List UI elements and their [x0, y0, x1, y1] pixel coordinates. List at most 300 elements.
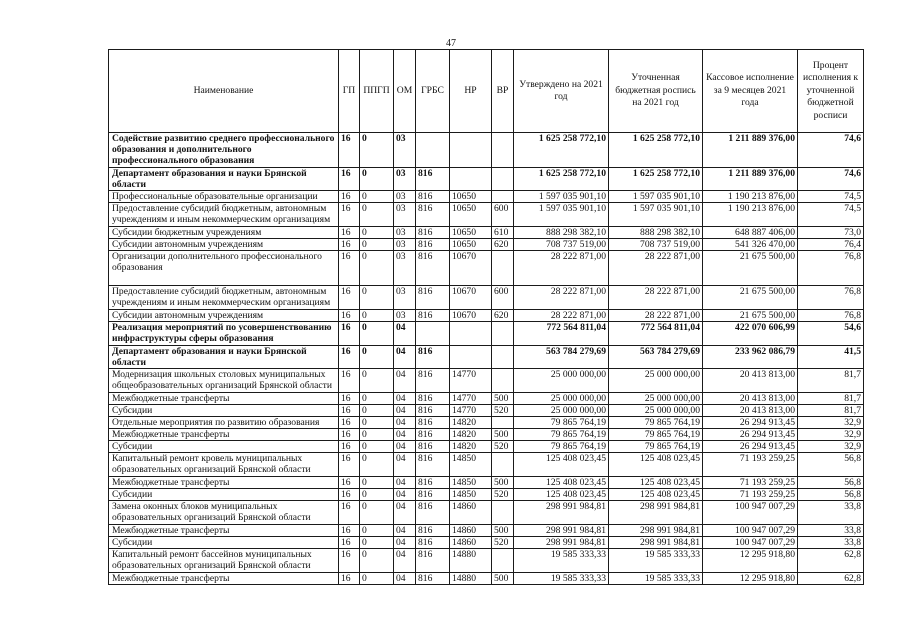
cell-refined: 19 585 333,33 [609, 549, 703, 573]
cell-cash: 12 295 918,80 [703, 549, 798, 573]
cell-om: 03 [394, 239, 416, 251]
cell-grbs: 816 [416, 573, 450, 585]
cell-refined: 298 991 984,81 [609, 525, 703, 537]
cell-name: Модернизация школьных столовых муниципальных общеобразовательных организаций Брянской области [109, 369, 339, 393]
cell-np [450, 133, 492, 168]
cell-grbs [416, 133, 450, 168]
cell-name: Капитальный ремонт бассейнов муниципальных образовательных организаций Брянской области [109, 549, 339, 573]
cell-gp: 16 [339, 573, 360, 585]
cell-approved: 1 625 258 772,10 [514, 133, 609, 168]
table-row [109, 393, 864, 405]
cell-refined: 1 597 035 901,10 [609, 191, 703, 203]
cell-refined: 1 597 035 901,10 [609, 203, 703, 227]
cell-gp: 16 [339, 501, 360, 525]
cell-vr [492, 549, 514, 573]
cell-vr: 620 [492, 239, 514, 251]
cell-om: 04 [394, 453, 416, 477]
cell-cash: 21 675 500,00 [703, 310, 798, 322]
cell-percent: 56,8 [798, 453, 864, 477]
cell-gp: 16 [339, 203, 360, 227]
cell-name: Департамент образования и науки Брянской области [109, 168, 339, 191]
table-row [109, 286, 864, 310]
cell-ppgp: 0 [360, 489, 394, 501]
cell-np: 14770 [450, 393, 492, 405]
cell-approved: 25 000 000,00 [514, 393, 609, 405]
header-cash: Кассовое исполнение за 9 месяцев 2021 года [703, 50, 798, 133]
cell-name: Капитальный ремонт кровель муниципальных образовательных организаций Брянской области [109, 453, 339, 477]
cell-vr: 520 [492, 489, 514, 501]
cell-cash: 20 413 813,00 [703, 393, 798, 405]
table-row [109, 203, 864, 227]
cell-vr [492, 501, 514, 525]
cell-ppgp: 0 [360, 203, 394, 227]
cell-om: 04 [394, 441, 416, 453]
cell-name: Реализация мероприятий по усовершенствованию инфраструктуры сферы образования [109, 322, 339, 346]
cell-ppgp: 0 [360, 477, 394, 489]
cell-vr [492, 168, 514, 191]
table-row [109, 453, 864, 477]
cell-grbs [416, 322, 450, 346]
cell-percent: 33,8 [798, 501, 864, 525]
cell-cash: 20 413 813,00 [703, 369, 798, 393]
cell-ppgp: 0 [360, 573, 394, 585]
table-row [109, 310, 864, 322]
cell-approved: 125 408 023,45 [514, 477, 609, 489]
cell-grbs: 816 [416, 429, 450, 441]
cell-name: Субсидии автономным учреждениям [109, 310, 339, 322]
cell-name: Департамент образования и науки Брянской области [109, 346, 339, 369]
cell-name: Субсидии [109, 537, 339, 549]
cell-name: Предоставление субсидий бюджетным, автономным учреждениям и иным некоммерческим организациям [109, 203, 339, 227]
cell-ppgp: 0 [360, 191, 394, 203]
cell-ppgp: 0 [360, 405, 394, 417]
cell-refined: 79 865 764,19 [609, 417, 703, 429]
cell-grbs: 816 [416, 251, 450, 286]
cell-approved: 28 222 871,00 [514, 310, 609, 322]
cell-grbs: 816 [416, 227, 450, 239]
cell-np: 10650 [450, 203, 492, 227]
cell-cash: 12 295 918,80 [703, 573, 798, 585]
cell-refined: 79 865 764,19 [609, 429, 703, 441]
cell-cash: 233 962 086,79 [703, 346, 798, 369]
cell-percent: 32,9 [798, 441, 864, 453]
cell-approved: 125 408 023,45 [514, 489, 609, 501]
cell-om: 03 [394, 227, 416, 239]
cell-np: 10650 [450, 227, 492, 239]
cell-grbs: 816 [416, 489, 450, 501]
cell-percent: 33,8 [798, 537, 864, 549]
table-row [109, 441, 864, 453]
cell-om: 03 [394, 133, 416, 168]
cell-percent: 32,9 [798, 417, 864, 429]
cell-gp: 16 [339, 133, 360, 168]
cell-np: 10670 [450, 251, 492, 286]
cell-refined: 28 222 871,00 [609, 310, 703, 322]
cell-name: Межбюджетные трансферты [109, 429, 339, 441]
cell-om: 03 [394, 203, 416, 227]
cell-om: 04 [394, 537, 416, 549]
cell-vr: 500 [492, 573, 514, 585]
cell-vr [492, 453, 514, 477]
cell-percent: 62,8 [798, 549, 864, 573]
cell-grbs: 816 [416, 441, 450, 453]
cell-vr: 620 [492, 310, 514, 322]
cell-approved: 563 784 279,69 [514, 346, 609, 369]
cell-name: Организации дополнительного профессионального образования [109, 251, 339, 286]
cell-percent: 56,8 [798, 489, 864, 501]
table-row [109, 227, 864, 239]
cell-ppgp: 0 [360, 537, 394, 549]
table-row [109, 322, 864, 346]
cell-approved: 25 000 000,00 [514, 405, 609, 417]
cell-refined: 772 564 811,04 [609, 322, 703, 346]
cell-gp: 16 [339, 489, 360, 501]
cell-approved: 28 222 871,00 [514, 286, 609, 310]
cell-gp: 16 [339, 310, 360, 322]
header-ppgp: ППГП [360, 50, 394, 133]
cell-approved: 19 585 333,33 [514, 549, 609, 573]
cell-approved: 25 000 000,00 [514, 369, 609, 393]
cell-percent: 54,6 [798, 322, 864, 346]
cell-cash: 21 675 500,00 [703, 251, 798, 286]
cell-om: 04 [394, 549, 416, 573]
cell-name: Субсидии [109, 405, 339, 417]
cell-grbs: 816 [416, 346, 450, 369]
cell-om: 04 [394, 573, 416, 585]
header-om: ОМ [394, 50, 416, 133]
cell-gp: 16 [339, 429, 360, 441]
header-vr: ВР [492, 50, 514, 133]
cell-gp: 16 [339, 239, 360, 251]
cell-np: 14820 [450, 417, 492, 429]
cell-np: 14860 [450, 537, 492, 549]
table-row [109, 133, 864, 168]
cell-np: 14820 [450, 441, 492, 453]
cell-gp: 16 [339, 346, 360, 369]
cell-approved: 298 991 984,81 [514, 525, 609, 537]
cell-vr [492, 322, 514, 346]
cell-ppgp: 0 [360, 393, 394, 405]
cell-cash: 648 887 406,00 [703, 227, 798, 239]
cell-cash: 20 413 813,00 [703, 405, 798, 417]
header-np: НР [450, 50, 492, 133]
cell-np [450, 168, 492, 191]
cell-refined: 298 991 984,81 [609, 501, 703, 525]
cell-approved: 708 737 519,00 [514, 239, 609, 251]
cell-name: Субсидии автономным учреждениям [109, 239, 339, 251]
cell-np: 14850 [450, 477, 492, 489]
cell-om: 03 [394, 168, 416, 191]
table-row [109, 489, 864, 501]
cell-np: 10670 [450, 310, 492, 322]
cell-approved: 298 991 984,81 [514, 537, 609, 549]
cell-approved: 888 298 382,10 [514, 227, 609, 239]
cell-vr [492, 369, 514, 393]
cell-np: 10650 [450, 191, 492, 203]
cell-cash: 1 190 213 876,00 [703, 191, 798, 203]
cell-grbs: 816 [416, 525, 450, 537]
cell-ppgp: 0 [360, 369, 394, 393]
cell-gp: 16 [339, 453, 360, 477]
cell-refined: 19 585 333,33 [609, 573, 703, 585]
cell-percent: 74,5 [798, 203, 864, 227]
cell-refined: 298 991 984,81 [609, 537, 703, 549]
header-grbs: ГРБС [416, 50, 450, 133]
cell-cash: 26 294 913,45 [703, 429, 798, 441]
cell-cash: 1 190 213 876,00 [703, 203, 798, 227]
cell-vr: 500 [492, 429, 514, 441]
cell-grbs: 816 [416, 286, 450, 310]
cell-gp: 16 [339, 227, 360, 239]
cell-approved: 79 865 764,19 [514, 417, 609, 429]
cell-vr: 600 [492, 203, 514, 227]
cell-om: 04 [394, 346, 416, 369]
cell-ppgp: 0 [360, 441, 394, 453]
cell-approved: 125 408 023,45 [514, 453, 609, 477]
cell-np: 14860 [450, 525, 492, 537]
cell-ppgp: 0 [360, 501, 394, 525]
cell-np: 14860 [450, 501, 492, 525]
cell-gp: 16 [339, 405, 360, 417]
cell-om: 04 [394, 501, 416, 525]
cell-percent: 73,0 [798, 227, 864, 239]
cell-ppgp: 0 [360, 429, 394, 441]
cell-name: Предоставление субсидий бюджетным, автономным учреждениям и иным некоммерческим организациям [109, 286, 339, 310]
header-approved: Утверждено на 2021 год [514, 50, 609, 133]
cell-np: 14880 [450, 549, 492, 573]
cell-gp: 16 [339, 286, 360, 310]
cell-name: Субсидии бюджетным учреждениям [109, 227, 339, 239]
cell-np: 14770 [450, 369, 492, 393]
cell-approved: 1 597 035 901,10 [514, 191, 609, 203]
cell-refined: 79 865 764,19 [609, 441, 703, 453]
cell-grbs: 816 [416, 310, 450, 322]
cell-refined: 25 000 000,00 [609, 393, 703, 405]
cell-vr: 520 [492, 441, 514, 453]
cell-ppgp: 0 [360, 417, 394, 429]
cell-refined: 28 222 871,00 [609, 251, 703, 286]
cell-ppgp: 0 [360, 525, 394, 537]
cell-refined: 563 784 279,69 [609, 346, 703, 369]
table-row [109, 549, 864, 573]
cell-percent: 62,8 [798, 573, 864, 585]
cell-name: Межбюджетные трансферты [109, 477, 339, 489]
cell-grbs: 816 [416, 501, 450, 525]
cell-vr: 500 [492, 477, 514, 489]
cell-gp: 16 [339, 417, 360, 429]
cell-gp: 16 [339, 369, 360, 393]
cell-refined: 25 000 000,00 [609, 405, 703, 417]
cell-approved: 298 991 984,81 [514, 501, 609, 525]
cell-gp: 16 [339, 168, 360, 191]
cell-refined: 1 625 258 772,10 [609, 168, 703, 191]
cell-ppgp: 0 [360, 227, 394, 239]
cell-np [450, 322, 492, 346]
cell-om: 04 [394, 369, 416, 393]
cell-approved: 19 585 333,33 [514, 573, 609, 585]
cell-cash: 1 211 889 376,00 [703, 168, 798, 191]
cell-grbs: 816 [416, 203, 450, 227]
cell-ppgp: 0 [360, 133, 394, 168]
cell-approved: 79 865 764,19 [514, 441, 609, 453]
cell-refined: 708 737 519,00 [609, 239, 703, 251]
cell-gp: 16 [339, 441, 360, 453]
cell-vr: 520 [492, 537, 514, 549]
table-row [109, 405, 864, 417]
cell-vr: 600 [492, 286, 514, 310]
table-row [109, 251, 864, 286]
cell-name: Межбюджетные трансферты [109, 393, 339, 405]
table-row [109, 346, 864, 369]
cell-name: Субсидии [109, 441, 339, 453]
cell-cash: 100 947 007,29 [703, 537, 798, 549]
cell-approved: 1 597 035 901,10 [514, 203, 609, 227]
table-row [109, 537, 864, 549]
cell-vr: 520 [492, 405, 514, 417]
cell-gp: 16 [339, 477, 360, 489]
cell-percent: 33,8 [798, 525, 864, 537]
cell-om: 04 [394, 322, 416, 346]
cell-percent: 74,6 [798, 168, 864, 191]
cell-refined: 1 625 258 772,10 [609, 133, 703, 168]
cell-name: Замена оконных блоков муниципальных образовательных организаций Брянской области [109, 501, 339, 525]
table-row [109, 573, 864, 585]
cell-ppgp: 0 [360, 453, 394, 477]
cell-grbs: 816 [416, 549, 450, 573]
header-refined: Уточненная бюджетная роспись на 2021 год [609, 50, 703, 133]
cell-np: 14880 [450, 573, 492, 585]
table-row [109, 168, 864, 191]
cell-om: 04 [394, 489, 416, 501]
cell-percent: 76,8 [798, 310, 864, 322]
cell-ppgp: 0 [360, 168, 394, 191]
table-row [109, 429, 864, 441]
cell-np: 14850 [450, 453, 492, 477]
cell-cash: 100 947 007,29 [703, 501, 798, 525]
cell-om: 03 [394, 251, 416, 286]
cell-vr: 500 [492, 525, 514, 537]
cell-om: 04 [394, 405, 416, 417]
cell-approved: 28 222 871,00 [514, 251, 609, 286]
cell-ppgp: 0 [360, 346, 394, 369]
cell-name: Отдельные мероприятия по развитию образования [109, 417, 339, 429]
cell-grbs: 816 [416, 168, 450, 191]
cell-vr: 500 [492, 393, 514, 405]
table-row [109, 417, 864, 429]
cell-refined: 25 000 000,00 [609, 369, 703, 393]
cell-percent: 81,7 [798, 369, 864, 393]
cell-gp: 16 [339, 191, 360, 203]
cell-grbs: 816 [416, 417, 450, 429]
cell-cash: 71 193 259,25 [703, 489, 798, 501]
page-number: 47 [446, 38, 456, 49]
cell-ppgp: 0 [360, 549, 394, 573]
cell-cash: 71 193 259,25 [703, 477, 798, 489]
budget-table [108, 49, 864, 585]
cell-om: 04 [394, 525, 416, 537]
table-row [109, 191, 864, 203]
cell-np: 14850 [450, 489, 492, 501]
cell-cash: 26 294 913,45 [703, 417, 798, 429]
cell-gp: 16 [339, 549, 360, 573]
cell-ppgp: 0 [360, 251, 394, 286]
table-row [109, 239, 864, 251]
cell-cash: 26 294 913,45 [703, 441, 798, 453]
cell-gp: 16 [339, 251, 360, 286]
cell-grbs: 816 [416, 369, 450, 393]
cell-approved: 772 564 811,04 [514, 322, 609, 346]
cell-gp: 16 [339, 393, 360, 405]
cell-grbs: 816 [416, 393, 450, 405]
cell-refined: 28 222 871,00 [609, 286, 703, 310]
cell-cash: 1 211 889 376,00 [703, 133, 798, 168]
cell-gp: 16 [339, 322, 360, 346]
cell-grbs: 816 [416, 453, 450, 477]
table-header-row [109, 50, 864, 133]
cell-refined: 125 408 023,45 [609, 453, 703, 477]
cell-np: 10650 [450, 239, 492, 251]
cell-grbs: 816 [416, 477, 450, 489]
cell-om: 04 [394, 477, 416, 489]
cell-cash: 541 326 470,00 [703, 239, 798, 251]
cell-percent: 56,8 [798, 477, 864, 489]
cell-vr [492, 346, 514, 369]
table-row [109, 477, 864, 489]
cell-name: Межбюджетные трансферты [109, 525, 339, 537]
cell-cash: 71 193 259,25 [703, 453, 798, 477]
header-gp: ГП [339, 50, 360, 133]
table-row [109, 525, 864, 537]
cell-vr: 610 [492, 227, 514, 239]
cell-percent: 32,9 [798, 429, 864, 441]
cell-cash: 21 675 500,00 [703, 286, 798, 310]
cell-grbs: 816 [416, 191, 450, 203]
cell-om: 04 [394, 429, 416, 441]
cell-np [450, 346, 492, 369]
cell-approved: 1 625 258 772,10 [514, 168, 609, 191]
cell-om: 03 [394, 310, 416, 322]
cell-grbs: 816 [416, 239, 450, 251]
cell-vr [492, 417, 514, 429]
cell-name: Межбюджетные трансферты [109, 573, 339, 585]
cell-gp: 16 [339, 537, 360, 549]
header-name: Наименование [109, 50, 339, 133]
cell-vr [492, 133, 514, 168]
header-percent: Процент исполнения к уточненной бюджетной росписи [798, 50, 864, 133]
cell-cash: 422 070 606,99 [703, 322, 798, 346]
cell-vr [492, 191, 514, 203]
cell-np: 14770 [450, 405, 492, 417]
table-row [109, 501, 864, 525]
cell-om: 03 [394, 286, 416, 310]
cell-ppgp: 0 [360, 286, 394, 310]
cell-percent: 81,7 [798, 393, 864, 405]
cell-om: 04 [394, 417, 416, 429]
cell-ppgp: 0 [360, 239, 394, 251]
cell-percent: 76,8 [798, 251, 864, 286]
cell-vr [492, 251, 514, 286]
cell-grbs: 816 [416, 405, 450, 417]
cell-percent: 76,4 [798, 239, 864, 251]
cell-np: 14820 [450, 429, 492, 441]
cell-cash: 100 947 007,29 [703, 525, 798, 537]
cell-refined: 125 408 023,45 [609, 477, 703, 489]
cell-percent: 41,5 [798, 346, 864, 369]
cell-percent: 74,6 [798, 133, 864, 168]
cell-name: Профессиональные образовательные организации [109, 191, 339, 203]
cell-ppgp: 0 [360, 310, 394, 322]
cell-ppgp: 0 [360, 322, 394, 346]
